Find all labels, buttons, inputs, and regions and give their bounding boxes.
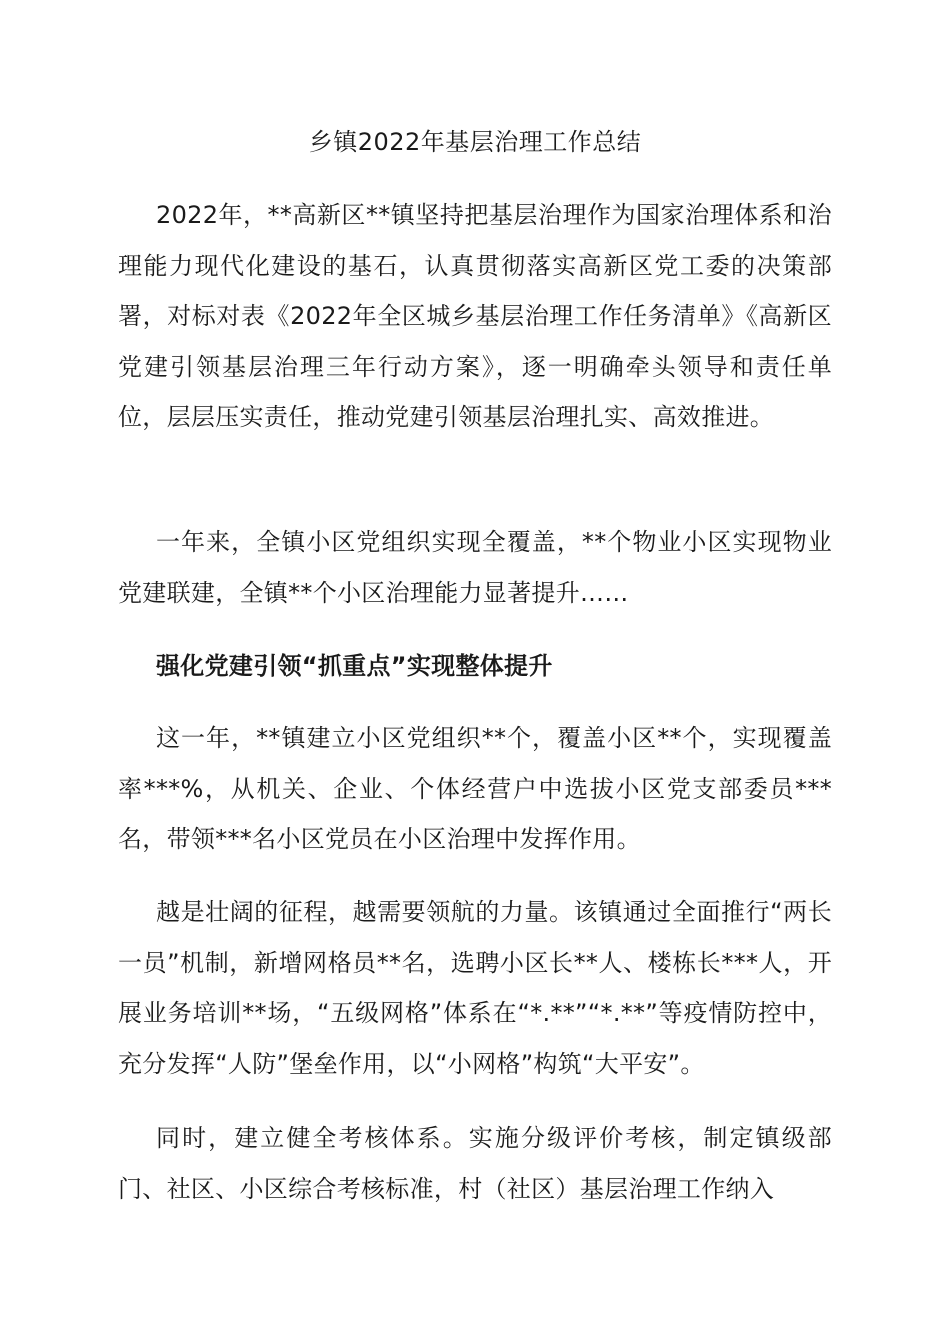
section-heading: 强化党建引领“抓重点”实现整体提升 <box>156 652 553 680</box>
section-paragraph: 这一年，**镇建立小区党组织**个，覆盖小区**个，实现覆盖率***%，从机关、企业、个体经营户中选拔小区党支部委员***名，带领***名小区党员在小区治理中发挥作用。 <box>118 724 832 853</box>
summary-paragraph: 一年来，全镇小区党组织实现全覆盖，**个物业小区实现物业党建联建，全镇**个小区治理能力显著提升…… <box>118 528 832 607</box>
section-paragraph: 越是壮阔的征程，越需要领航的力量。该镇通过全面推行“两长一员”机制，新增网格员**名，选聘小区长**人、楼栋长***人，开展业务培训**场，“五级网格”体系在“*.**”“*.**”等疫情防控中，充分发挥“人防”堡垒作用，以“小网格”构筑“大平安”。 <box>118 898 832 1078</box>
section-paragraph: 同时，建立健全考核体系。实施分级评价考核，制定镇级部门、社区、小区综合考核标准，村（社区）基层治理工作纳入 <box>118 1124 832 1203</box>
document-title: 乡镇2022年基层治理工作总结 <box>308 128 642 156</box>
intro-paragraph: 2022年，**高新区**镇坚持把基层治理作为国家治理体系和治理能力现代化建设的基石，认真贯彻落实高新区党工委的决策部署，对标对表《2022年全区城乡基层治理工作任务清单》《高新区党建引领基层治理三年行动方案》，逐一明确牵头领导和责任单位，层层压实责任，推动党建引领基层治理扎实、高效推进。 <box>118 201 832 431</box>
